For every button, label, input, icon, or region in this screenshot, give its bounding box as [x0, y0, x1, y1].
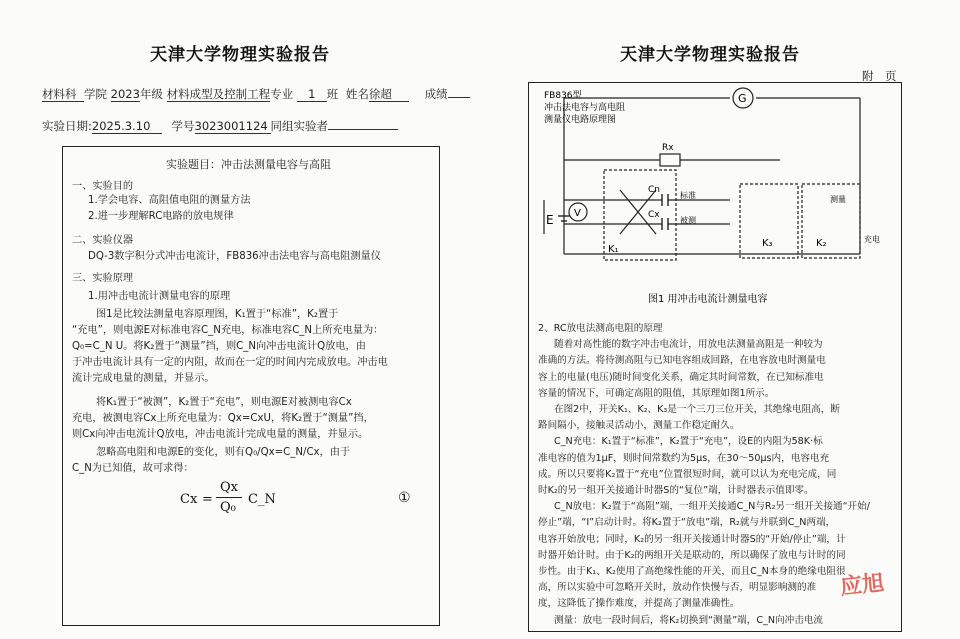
measure-label: 测量 — [830, 195, 846, 204]
handwritten-line: 图1是比较法测量电容原理图，K₁置于“标准”，K₂置于 — [96, 309, 339, 320]
handwritten-line: 于冲击电流计具有一定的内阻，故而在一定的时间内完成放电。冲击电 — [72, 357, 388, 368]
partner-label: 同组实验者 — [270, 119, 329, 133]
formula-numerator: Qx — [220, 480, 238, 495]
handwritten-line: 成。所以只要将K₂置于“充电”位置很短时间，就可以认为充电完成，同 — [538, 468, 837, 480]
handwritten-line: 将K₁置于“被测”，K₂置于“充电”，则电源E对被测电容Cx — [96, 397, 352, 408]
switch-k2-label: K₂ — [816, 238, 827, 249]
handwritten-line: 准电容的值为1μF，则时间常数约为5μs，在30～50μs内，电容电充 — [538, 452, 830, 464]
diagram-heading-3: 测量仪电路原理图 — [544, 115, 617, 125]
handwritten-line: 一、实验目的 — [72, 181, 134, 192]
partner-value — [328, 129, 398, 130]
handwritten-line: 度，这降低了操作难度，并提高了测量准确性。 — [538, 598, 740, 610]
major-name: 材料成型及控制工程 — [166, 87, 271, 101]
appendix-label: 附 页 — [862, 69, 897, 83]
grade-label: 年级 — [139, 87, 163, 101]
capacitor-cx-label: Cx — [648, 210, 660, 220]
year-value: 2023 — [110, 87, 140, 101]
galvanometer-label: G — [738, 92, 747, 105]
diagram-heading-2: 冲击法电容与高电阻 — [544, 103, 626, 113]
school-label: 学院 — [84, 87, 107, 101]
handwritten-line: 随着对高性能的数字冲击电流计，用放电法测量高阻是一种较为 — [554, 339, 823, 351]
handwritten-line: Q₀=C_N U。将K₂置于“测量”挡，则C_N向冲击电流计Q放电，由 — [72, 341, 366, 352]
right-page — [470, 0, 960, 639]
handwritten-line: 流计完成电量的测量，并显示。 — [72, 373, 215, 384]
handwritten-line: 电容开始放电；同时，K₂的另一组开关接通计时器S的“开始/停止”端，计 — [538, 533, 846, 545]
handwritten-line: 则Cx向冲击电流计Q放电，冲击电流计完成电量的测量，并显示。 — [72, 429, 369, 440]
handwritten-line: 1.用冲击电流计测量电容的原理 — [88, 291, 231, 302]
handwritten-line: C_N放电：K₂置于“高阻”端，一组开关接通C_N与R₂另一组开关接通“开始/ — [554, 501, 870, 513]
resistor-rx-symbol — [660, 154, 680, 166]
experiment-date: 2025.3.10 — [92, 120, 162, 134]
right-page-title: 天津大学物理实验报告 — [620, 45, 800, 65]
formula-block — [180, 480, 420, 520]
switch-k3-label: K₃ — [762, 238, 773, 249]
handwritten-line: 二、实验仪器 — [72, 235, 134, 246]
formula-lhs: Cx — [180, 492, 198, 507]
handwritten-line: 高，所以实验中可忽略开关时，放动作快慢与否，明显影响测的准 — [538, 582, 817, 594]
handwritten-line: 路间隔小，接触灵活动小，测量工作稳定耐久。 — [538, 420, 740, 432]
handwritten-line: 时K₂的另一组开关接通计时器S的“复位”端，计时器表示值即零。 — [538, 485, 814, 496]
header-row-2 — [42, 120, 398, 134]
handwritten-line: C_N为已知值，故可求得： — [72, 463, 194, 474]
student-no-label: 学号 — [171, 119, 195, 133]
handwritten-line: 实验题目：冲击法测量电容与高阻 — [166, 158, 331, 171]
class-number: 1 — [297, 88, 327, 102]
formula-equals: = — [202, 492, 213, 507]
battery-label: E — [546, 213, 554, 227]
handwritten-line: “充电”，则电源E对标准电容C_N充电，标准电容C_N上所充电量为： — [72, 325, 384, 336]
handwritten-line: 步性。由于K₁、K₂使用了高绝缘性能的开关，而且C_N本身的绝缘电阻很 — [538, 566, 846, 577]
handwritten-line: 时器开始计时。由于K₂的两组开关是联动的，所以确保了放电与计时的同 — [538, 549, 846, 561]
student-number: 3023001124 — [195, 120, 271, 134]
charge-label: 充电 — [864, 235, 880, 244]
standard-label: 标准 — [680, 191, 696, 200]
red-stamp: 应旭 — [838, 569, 886, 601]
date-label: 实验日期: — [42, 119, 92, 133]
handwritten-line: 容量的情况下，可确定高阻的阻值，其原理如图1所示。 — [538, 387, 775, 399]
handwritten-line: 三、实验原理 — [72, 273, 134, 284]
handwritten-line: 1.学会电容、高阻值电阻的测量方法 — [88, 195, 251, 206]
handwritten-line: C_N充电：K₁置于“标准”，K₂置于“充电”，设E的内阻为58K·标 — [554, 436, 823, 448]
handwritten-line: 停止”端，“I”启动计时。将K₂置于“放电”端，R₂就与并联到C_N两端， — [538, 517, 836, 529]
handwritten-line: 在图2中，开关K₁、K₂、K₃是一个三刀三位开关，其绝缘电阻高，断 — [554, 404, 840, 415]
formula-number-tag: ① — [398, 490, 411, 506]
handwritten-line: 2.进一步理解RC电路的放电规律 — [88, 211, 234, 222]
formula-rhs: C_N — [248, 492, 276, 507]
handwritten-line: 忽略高电阻和电源E的变化，则有Q₀/Qx=C_N/Cx，由于 — [96, 447, 351, 458]
score-label: 成绩 — [424, 87, 448, 101]
name-label: 姓名 — [345, 87, 369, 101]
header-row-1 — [42, 88, 498, 102]
voltmeter-label: V — [574, 208, 581, 219]
left-page-title: 天津大学物理实验报告 — [150, 45, 330, 65]
handwritten-line: 2、RC放电法测高电阻的原理 — [538, 323, 663, 334]
switch-k1-label: K₁ — [608, 244, 619, 255]
resistor-rx-label: Rx — [662, 143, 674, 153]
circuit-diagram — [530, 84, 898, 314]
under-test-label: 被测 — [680, 216, 696, 225]
handwritten-line: 容上的电量(电压)随时间变化关系，确定其时间常数，在已知标准电 — [538, 371, 824, 383]
handwritten-line: 准确的方法。将待测高阻与已知电容组成回路，在电容放电时测量电 — [538, 355, 826, 367]
student-name: 徐超 — [369, 88, 409, 102]
handwritten-line: 测量：放电一段时间后，将K₂切换到“测量”端，C_N向冲击电流 — [554, 614, 823, 626]
formula-denominator: Q₀ — [220, 500, 236, 515]
handwritten-line: 充电，被测电容Cx上所充电量为：Qx=CxU，将K₂置于“测量”挡， — [72, 413, 374, 424]
diagram-heading-1: FB836型 — [544, 91, 582, 101]
major-label: 专业 — [270, 87, 294, 101]
capacitor-cn-label: Cn — [648, 185, 660, 195]
class-label: 班 — [326, 87, 339, 101]
figure-caption: 图1 用冲击电流计测量电容 — [648, 294, 768, 305]
left-page — [0, 0, 470, 639]
handwritten-line: DQ-3数字积分式冲击电流计，FB836冲击法电容与高电阻测量仪 — [88, 251, 381, 262]
school-name: 材料科 — [42, 88, 84, 102]
